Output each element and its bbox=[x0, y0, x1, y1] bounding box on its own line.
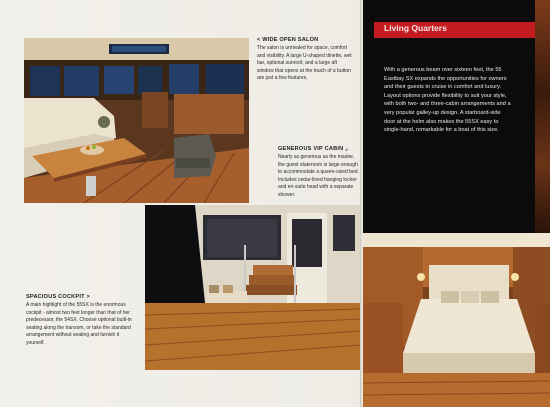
caption-body: The salon is unrivaled for space, comfort and visibility. A large U-shaped dinette, wet bar, optional sunroof, and a large aft window that opens at the touch of a button are just a few features. bbox=[257, 45, 352, 82]
cockpit-photo bbox=[145, 205, 361, 370]
caption-wide-open-salon bbox=[257, 37, 352, 83]
intro-text: With a generous beam over sixteen feet, the 55 Eastbay SX expands the opportunities for owners and their guests to cruise in comfort and luxury. Layout options provide flexibility to suit your style, with both two- and three-cabin arrangements and a very popular galley-up design. A starboard-side door at the helm also makes the 55SX easy to single-hand, remarkable for a boat of this size. bbox=[384, 67, 511, 134]
vip-cabin-photo bbox=[363, 233, 550, 407]
caption-body: A main highlight of the 55SX is the enormous cockpit - almost two feet longer than that of her predecessor, the 54SX. Choose optional built-in seating along the transom, or take the standard arrangement without seating and furnish it yourself. bbox=[26, 302, 132, 346]
caption-heading: < WIDE OPEN SALON bbox=[257, 37, 319, 43]
cockpit-illustration bbox=[145, 205, 361, 370]
salon-photo bbox=[24, 38, 249, 203]
caption-spacious-cockpit bbox=[26, 294, 136, 348]
salon-illustration bbox=[24, 38, 249, 203]
section-title: Living Quarters bbox=[384, 23, 447, 33]
caption-heading: SPACIOUS COCKPIT > bbox=[26, 294, 90, 300]
caption-heading: GENEROUS VIP CABIN ⌟ bbox=[278, 146, 348, 152]
cabin-illustration bbox=[363, 233, 550, 407]
caption-body: Nearly as generous as the master, the guest stateroom is large enough to accommodate a queen-sized bed. Includes cedar-lined hanging locker and en-suite head with a separate shower. bbox=[278, 154, 359, 198]
edge-photo-strip bbox=[535, 0, 550, 233]
caption-generous-vip-cabin bbox=[278, 146, 362, 200]
